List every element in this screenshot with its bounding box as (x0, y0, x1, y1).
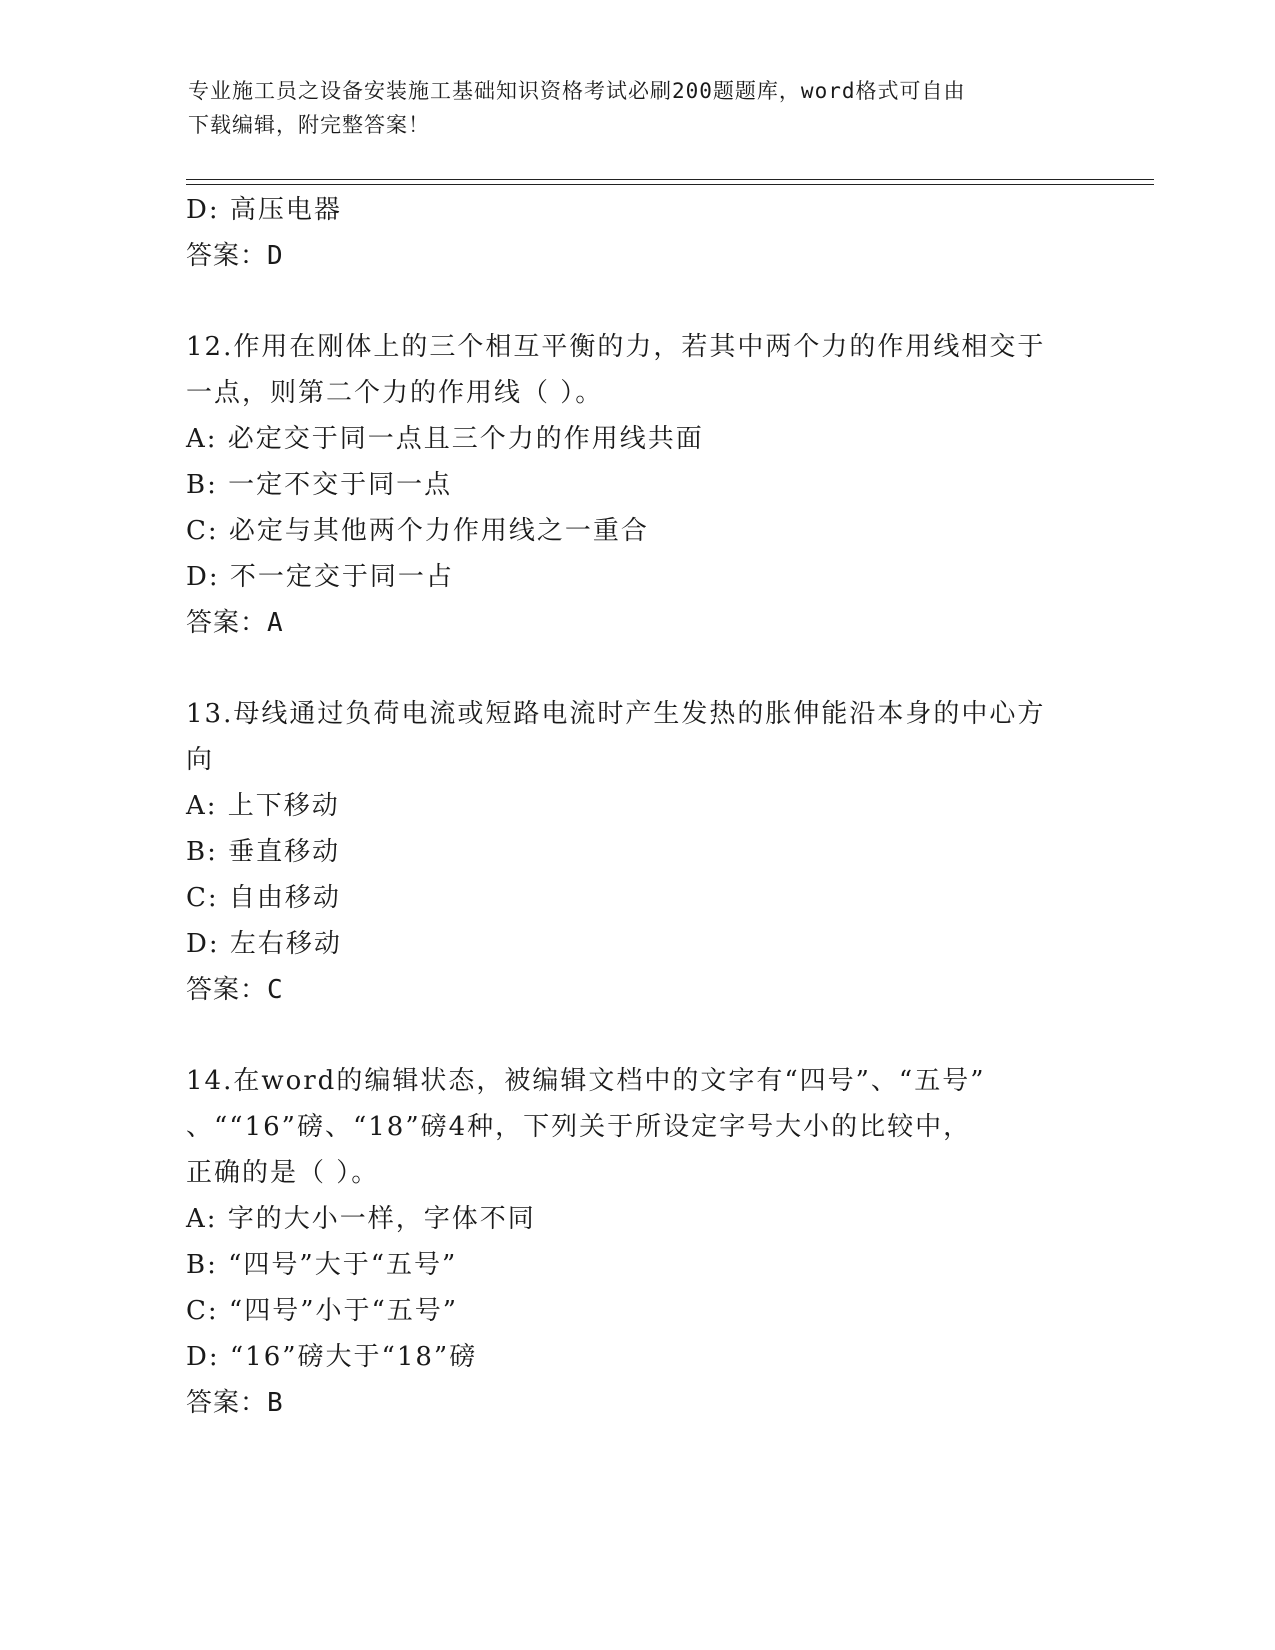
option-line: A: 字的大小一样，字体不同 (186, 1204, 536, 1234)
option-line: D: 左右移动 (186, 929, 342, 959)
question-text: 向 (186, 745, 215, 775)
question-text: 正确的是（ ）。 (186, 1158, 380, 1188)
option-line: D: 不一定交于同一占 (186, 562, 454, 592)
answer-line: 答案：D (186, 241, 284, 271)
option-line: A: 上下移动 (186, 791, 340, 821)
answer-line: 答案：B (186, 1388, 284, 1418)
option-line: B: “四号”大于“五号” (186, 1250, 458, 1280)
option-line: B: 一定不交于同一点 (186, 470, 453, 500)
question-text: 13.母线通过负荷电流或短路电流时产生发热的胀伸能沿本身的中心方 (186, 699, 1046, 729)
document-header (188, 74, 1068, 142)
question-text: 、““16”磅、“18”磅4种，下列关于所设定字号大小的比较中， (186, 1112, 972, 1142)
question-text: 一点，则第二个力的作用线（ ）。 (186, 378, 604, 408)
answer-line: 答案：A (186, 608, 284, 638)
question-text: 12.作用在刚体上的三个相互平衡的力，若其中两个力的作用线相交于 (186, 332, 1046, 362)
question-block (186, 187, 1086, 279)
option-line: D: “16”磅大于“18”磅 (186, 1342, 478, 1372)
question-text: 14.在word的编辑状态，被编辑文档中的文字有“四号”、“五号” (186, 1066, 986, 1096)
question-block (186, 324, 1086, 646)
question-list (186, 187, 1086, 1426)
option-line: B: 垂直移动 (186, 837, 341, 867)
answer-line: 答案：C (186, 975, 284, 1005)
header-divider (186, 179, 1154, 180)
option-line: C: 必定与其他两个力作用线之一重合 (186, 516, 649, 546)
option-line: C: “四号”小于“五号” (186, 1296, 459, 1326)
header-line: 专业施工员之设备安装施工基础知识资格考试必刷200题题库，word格式可自由 (188, 79, 966, 103)
header-line: 下载编辑，附完整答案！ (188, 113, 430, 137)
header-divider (186, 184, 1154, 185)
option-line: D: 高压电器 (186, 195, 342, 225)
option-line: C: 自由移动 (186, 883, 341, 913)
option-line: A: 必定交于同一点且三个力的作用线共面 (186, 424, 704, 454)
question-block (186, 691, 1086, 1013)
question-block (186, 1058, 1086, 1426)
